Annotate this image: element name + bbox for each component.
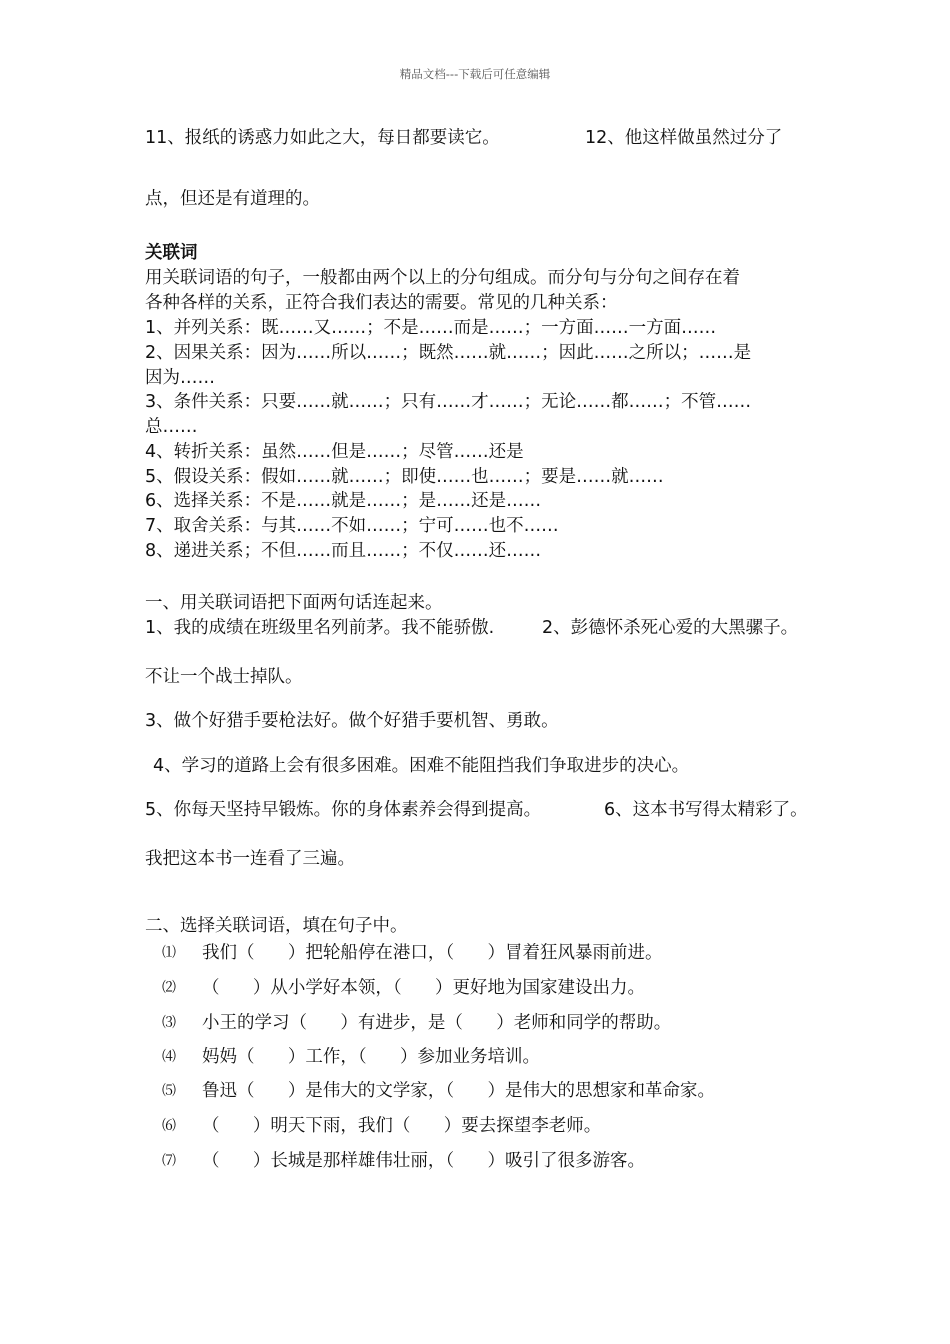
relation-line: 2、因果关系：因为……所以……；既然……就……；因此……之所以；……是 (145, 343, 752, 363)
relation-line: 8、递进关系；不但……而且……；不仅……还…… (145, 541, 542, 561)
item-number: ⑸ (162, 1083, 176, 1099)
exercise-2-continued: 不让一个战士掉队。 (145, 667, 303, 687)
relation-line: 因为…… (145, 368, 215, 388)
relation-line: 总…… (145, 417, 198, 437)
relation-line: 1、并列关系：既……又……；不是……而是……；一方面……一方面…… (145, 318, 717, 338)
relation-line: 7、取舍关系：与其……不如……；宁可……也不…… (145, 516, 559, 536)
exercise-3: 3、做个好猎手要枪法好。做个好猎手要机智、勇敢。 (145, 711, 559, 731)
sentence-12: 12、他这样做虽然过分了 (585, 128, 783, 148)
fill-blank-sentence: 小王的学习（ ）有进步，是（ ）老师和同学的帮助。 (202, 1013, 672, 1033)
fill-blank-sentence: （ ）明天下雨，我们（ ）要去探望李老师。 (202, 1116, 602, 1136)
exercise-4: 4、学习的道路上会有很多困难。困难不能阻挡我们争取进步的决心。 (153, 756, 690, 776)
sentence-12-continued: 点，但还是有道理的。 (145, 189, 320, 209)
exercise-6-continued: 我把这本书一连看了三遍。 (145, 849, 355, 869)
item-number: ⑶ (162, 1015, 176, 1031)
fill-blank-sentence: 我们（ ）把轮船停在港口，（ ）冒着狂风暴雨前进。 (202, 943, 663, 963)
item-number: ⑵ (162, 980, 176, 996)
item-number: ⑹ (162, 1118, 176, 1134)
exercise-1: 1、我的成绩在班级里名列前茅。我不能骄傲. (145, 618, 495, 638)
relation-line: 5、假设关系：假如……就……；即使……也……；要是……就…… (145, 467, 664, 487)
exercise-6: 6、这本书写得太精彩了。 (604, 800, 808, 820)
relation-line: 6、选择关系：不是……就是……；是……还是…… (145, 491, 542, 511)
part2-title: 二、选择关联词语，填在句子中。 (145, 916, 408, 936)
description-line: 各种各样的关系，正符合我们表达的需要。常见的几种关系： (145, 293, 618, 313)
fill-blank-sentence: （ ）从小学好本领，（ ）更好地为国家建设出力。 (202, 978, 646, 998)
fill-blank-sentence: 妈妈（ ）工作，（ ）参加业务培训。 (202, 1047, 541, 1067)
item-number: ⑺ (162, 1153, 176, 1169)
page-header: 精品文档---下载后可任意编辑 (399, 67, 551, 81)
exercise-2: 2、彭德怀杀死心爱的大黑骡子。 (542, 618, 799, 638)
relation-line: 3、条件关系：只要……就……；只有……才……；无论……都……；不管…… (145, 392, 752, 412)
part1-title: 一、用关联词语把下面两句话连起来。 (145, 593, 443, 613)
section-title: 关联词 (145, 243, 198, 263)
relation-line: 4、转折关系：虽然……但是……；尽管……还是 (145, 442, 524, 462)
sentence-11: 11、报纸的诱惑力如此之大，每日都要读它。 (145, 128, 500, 148)
item-number: ⑴ (162, 945, 176, 961)
description-line: 用关联词语的句子，一般都由两个以上的分句组成。而分句与分句之间存在着 (145, 268, 740, 288)
fill-blank-sentence: 鲁迅（ ）是伟大的文学家，（ ）是伟大的思想家和革命家。 (202, 1081, 716, 1101)
exercise-5: 5、你每天坚持早锻炼。你的身体素养会得到提高。 (145, 800, 542, 820)
fill-blank-sentence: （ ）长城是那样雄伟壮丽，（ ）吸引了很多游客。 (202, 1151, 646, 1171)
item-number: ⑷ (162, 1049, 176, 1065)
